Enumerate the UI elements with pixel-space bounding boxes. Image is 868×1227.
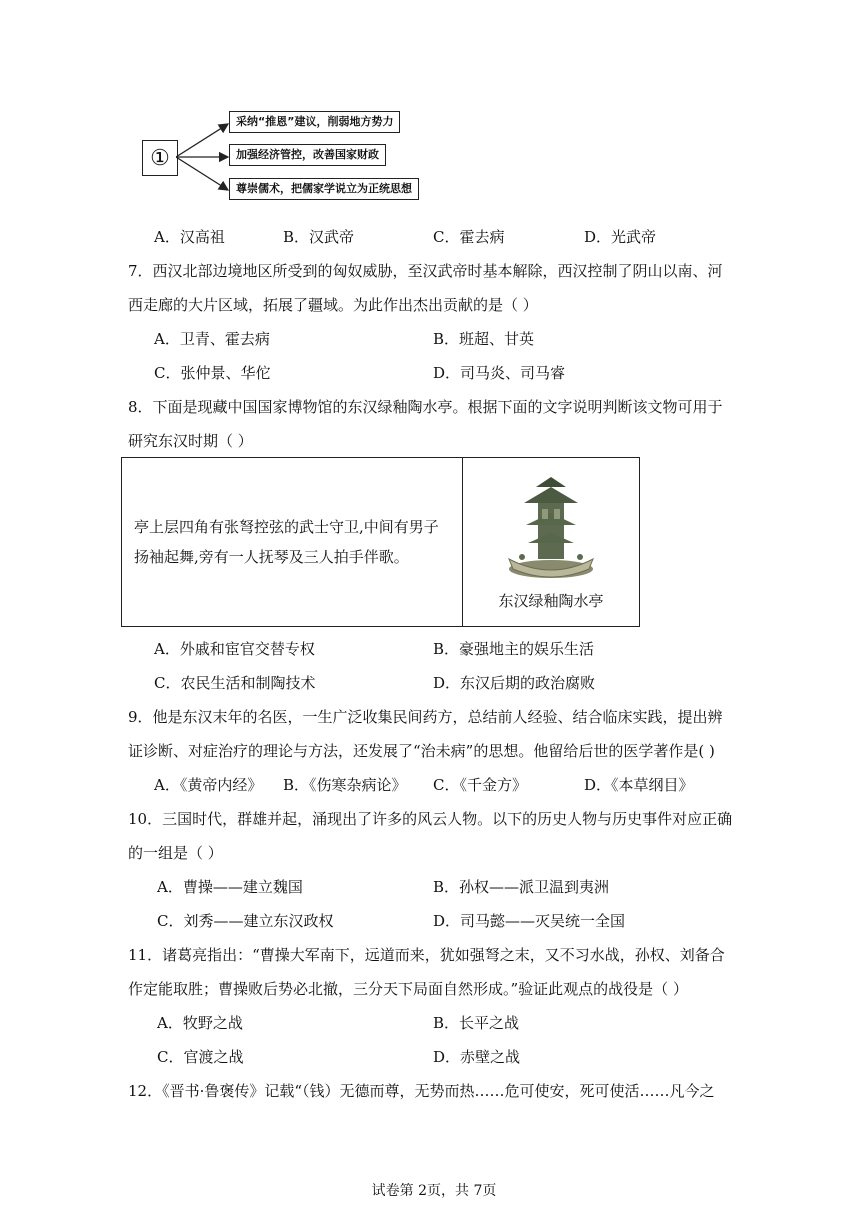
option: D．赤壁之战 xyxy=(433,1048,521,1066)
question-text: 作定能取胜；曹操败后势必北撤，三分天下局面自然形成。”验证此观点的战役是（ ） xyxy=(128,980,688,998)
option: C．刘秀——建立东汉政权 xyxy=(157,912,334,930)
question-text: 10．三国时代，群雄并起，涌现出了许多的风云人物。以下的历史人物与历史事件对应正确 xyxy=(128,810,733,828)
option: A．外戚和宦官交替专权 xyxy=(154,640,315,658)
artifact-description-line: 扬袖起舞,旁有一人抚琴及三人拍手伴歌。 xyxy=(134,548,409,566)
question-text: 证诊断、对症治疗的理论与方法，还发展了“治未病”的思想。他留给后世的医学著作是( ) xyxy=(128,742,715,760)
diagram-branch-box: 采纳“推恩”建议，削弱地方势力 xyxy=(229,111,400,133)
option: B．班超、甘英 xyxy=(433,330,535,348)
diagram-branch-box: 尊崇儒术，把儒家学说立为正统思想 xyxy=(229,178,419,200)
diagram-arrow xyxy=(176,157,228,190)
question-text: 8．下面是现藏中国国家博物馆的东汉绿釉陶水亭。根据下面的文字说明判断该文物可用于 xyxy=(128,398,723,416)
option: D．光武帝 xyxy=(584,228,657,246)
option: C．官渡之战 xyxy=(157,1048,244,1066)
option: C．霍去病 xyxy=(433,228,505,246)
question-text: 9．他是东汉末年的名医，一生广泛收集民间药方，总结前人经验、结合临床实践，提出辨 xyxy=(128,708,723,726)
option: D．东汉后期的政治腐败 xyxy=(433,674,596,692)
artifact-image-cell xyxy=(463,458,640,627)
option: A．牧野之战 xyxy=(157,1014,243,1032)
option: C．张仲景、华佗 xyxy=(154,364,271,382)
question-text: 12．《晋书·鲁褒传》记载“（钱）无德而尊，无势而热……危可使安，死可使活……凡今之 xyxy=(128,1082,715,1100)
question-text: 7．西汉北部边境地区所受到的匈奴威胁，至汉武帝时基本解除，西汉控制了阴山以南、河 xyxy=(128,262,723,280)
option: B．孙权——派卫温到夷洲 xyxy=(433,878,610,896)
artifact-description-cell xyxy=(122,458,463,627)
diagram-arrows xyxy=(176,100,236,200)
option: C．农民生活和制陶技术 xyxy=(154,674,316,692)
option: A．汉高祖 xyxy=(154,228,225,246)
artifact-description-line: 亭上层四角有张弩控弦的武士守卫,中间有男子 xyxy=(134,518,439,536)
diagram-arrow xyxy=(176,124,228,157)
option: C．《千金方》 xyxy=(433,776,527,794)
pottery-pavilion-image xyxy=(496,473,606,583)
option: B．豪强地主的娱乐生活 xyxy=(433,640,595,658)
option: B．《伤寒杂病论》 xyxy=(283,776,407,794)
question-text: 西走廊的大片区域，拓展了疆域。为此作出杰出贡献的是（ ） xyxy=(128,296,538,314)
diagram-root-box xyxy=(142,140,178,176)
artifact-table xyxy=(121,457,640,627)
option: A．卫青、霍去病 xyxy=(154,330,270,348)
question-text: 11．诸葛亮指出：“曹操大军南下，远道而来，犹如强弩之末，又不习水战，孙权、刘备合 xyxy=(128,946,725,964)
artifact-caption: 东汉绿釉陶水亭 xyxy=(498,592,604,610)
option: B．汉武帝 xyxy=(283,228,355,246)
question-text: 研究东汉时期（ ） xyxy=(128,432,253,450)
option: B．长平之战 xyxy=(433,1014,520,1032)
option: D．司马懿——灭吴统一全国 xyxy=(433,912,626,930)
option: D．司马炎、司马睿 xyxy=(433,364,566,382)
diagram-branch-box: 加强经济管控，改善国家财政 xyxy=(229,144,386,166)
option: A．曹操——建立魏国 xyxy=(157,878,303,896)
option: A．《黄帝内经》 xyxy=(154,776,263,794)
option: D．《本草纲目》 xyxy=(584,776,694,794)
diagram-root-label: ① xyxy=(150,145,170,171)
page-footer: 试卷第 2页，共 7页 xyxy=(371,1183,497,1199)
question-text: 的一组是（ ） xyxy=(128,844,223,862)
